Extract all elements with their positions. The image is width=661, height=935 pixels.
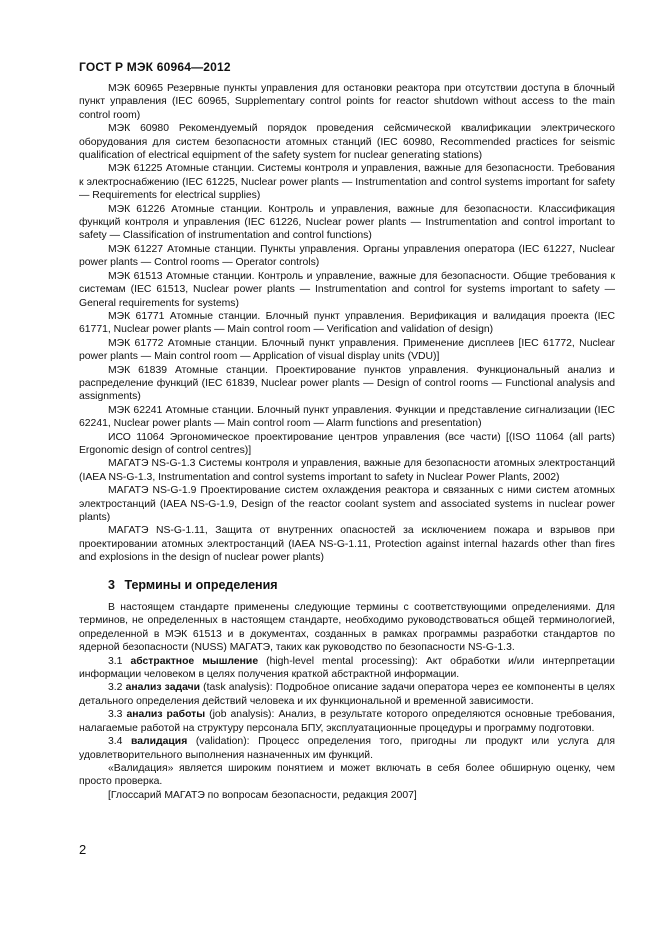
term-name: абстрактное мышление xyxy=(130,655,259,667)
section-intro: В настоящем стандарте применены следующие термины с соответствующими определениями. Для терминов, не определенных в настоящем стандарте, необходимо руководствоваться общей терминологией, определенной в МЭК 61513 и в документах, созданных в рамках программы разработки стандартов по ядерной безопасности (NUSS) МАГАТЭ, таких как руководство по безопасности NS-G-1.3. xyxy=(79,602,615,654)
section-heading xyxy=(108,579,615,592)
term-name: анализ работы xyxy=(126,709,206,721)
reference-item: МЭК 61513 Атомные станции. Контроль и управление, важные для безопасности. Общие требования к системам (IEC 61513, Nuclear power plants — Instrumentation and control for systems important to safety — General requirements for systems) xyxy=(79,270,615,309)
reference-item: МЭК 60980 Рекомендуемый порядок проведения сейсмической квалификации электрического оборудования для систем безопасности атомных станций (IEC 60980, Recommended practices for seismic qualification of electrical equipment of the safety system for nuclear generating stations) xyxy=(79,123,615,162)
term-source: [Глоссарий МАГАТЭ по вопросам безопасности, редакция 2007] xyxy=(108,789,417,801)
term-number: 3.4 xyxy=(108,736,123,748)
reference-item: МЭК 61226 Атомные станции. Контроль и управления, важные для безопасности. Классификация функций контроля и управления (IEC 61226, Nuclear power plants — Instrumentation and control important to safety — Classification of instrumentation and control functions) xyxy=(79,203,615,242)
term-definition: (job analysis): Анализ, в результате которого определяются основные требования, налагаемые работой на структуру персонала БПУ, эксплуатационные процедуры и программу подготовки. xyxy=(79,709,616,734)
reference-item: МАГАТЭ NS-G-1.11, Защита от внутренних опасностей за исключением пожара и взрывов при проектировании атомных электростанций (IAEA NS-G-1.11, Protection against internal hazards other than fires and explosions in the design of nuclear power plants) xyxy=(79,525,615,564)
reference-item: МЭК 61839 Атомные станции. Проектирование пунктов управления. Функциональный анализ и распределение функций (IEC 61839, Nuclear power plants — Design of control rooms — Functional analysis and assignments) xyxy=(79,364,615,403)
reference-item: МАГАТЭ NS-G-1.3 Системы контроля и управления, важные для безопасности атомных электростанций (IAEA NS-G-1.3, Instrumentation and control systems important to safety in Nuclear Power Plants, 2002) xyxy=(79,458,615,483)
document-header: ГОСТ Р МЭК 60964—2012 xyxy=(79,60,231,74)
reference-item: МЭК 61225 Атомные станции. Системы контроля и управления, важные для безопасности. Требования к электроснабжению (IEC 61225, Nuclear power plants — Instrumentation and control systems important for safety — Requirements for electrical supplies) xyxy=(79,163,615,202)
reference-item: МЭК 62241 Атомные станции. Блочный пункт управления. Функции и представление сигнализации (IEC 62241, Nuclear power plants — Main control room — Alarm functions and presentation) xyxy=(79,404,615,430)
term-entry xyxy=(79,681,615,708)
term-definition: (validation): Процесс определения того, пригодны ли продукт или услуга для удовлетворительного выполнения назначенных им функций. xyxy=(79,736,615,761)
reference-item: МЭК 61227 Атомные станции. Пункты управления. Органы управления оператора (IEC 61227, Nuclear power plants — Control rooms — Operator controls) xyxy=(79,243,615,269)
term-entry xyxy=(79,735,615,762)
section-title: Термины и определения xyxy=(124,577,278,592)
term-name: валидация xyxy=(131,736,188,748)
term-entry xyxy=(79,708,615,735)
term-name: анализ задачи xyxy=(125,682,201,694)
term-number: 3.3 xyxy=(108,709,123,721)
reference-item: МЭК 61771 Атомные станции. Блочный пункт управления. Верификация и валидация проекта (IEC 61771, Nuclear power plants — Main control room — Verification and validation of design) xyxy=(79,310,615,336)
term-entry xyxy=(79,655,615,682)
reference-item: ИСО 11064 Эргономическое проектирование центров управления (все части) [(ISO 11064 (all parts) Ergonomic design of control centres)] xyxy=(79,431,615,456)
document-body xyxy=(79,82,615,802)
reference-item: МАГАТЭ NS-G-1.9 Проектирование систем охлаждения реактора и связанных с ними систем атомных электростанций (IAEA NS-G-1.9, Design of the reactor coolant system and associated systems in nuclear power plants) xyxy=(79,485,615,523)
section-number: 3 xyxy=(108,577,115,592)
term-number: 3.1 xyxy=(108,655,123,667)
page-number: 2 xyxy=(79,842,87,857)
term-definition: (task analysis): Подробное описание задачи оператора через ее компоненты в целях детального определения действий человека и их функциональной и временной зависимости. xyxy=(79,682,615,707)
term-note: «Валидация» является широким понятием и может включать в себя более обширную оценку, чем просто проверка. xyxy=(79,762,615,788)
term-number: 3.2 xyxy=(108,682,123,694)
reference-item: МЭК 61772 Атомные станции. Блочный пункт управления. Применение дисплеев [IEC 61772, Nuclear power plants — Main control room — Application of visual display units (VDU)] xyxy=(79,337,615,363)
term-definition: (high-level mental processing): Акт обработки и/или интерпретации информации человеком в целях получения краткой абстрактной информации. xyxy=(79,655,615,681)
reference-item: МЭК 60965 Резервные пункты управления для остановки реактора при отсутствии доступа в блочный пункт управления (IEC 60965, Supplementary control points for reactor shutdown without access to the main control room) xyxy=(79,83,615,121)
